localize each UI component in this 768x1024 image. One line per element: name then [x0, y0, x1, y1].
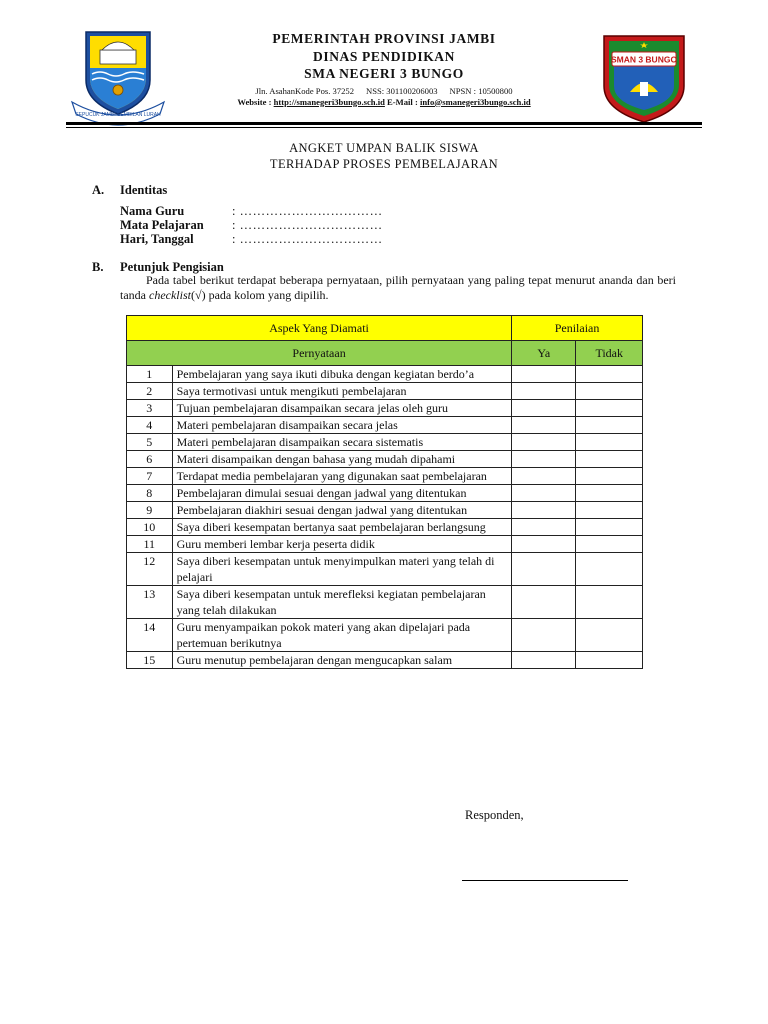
field-label: Hari, Tanggal: [120, 232, 194, 246]
answer-no-cell[interactable]: [576, 553, 643, 586]
answer-yes-cell[interactable]: [512, 400, 576, 417]
table-row: [127, 434, 643, 451]
emblem-motto: SEPUCUK JAMBI SEMBILAN LURAH: [75, 112, 161, 118]
row-number: 6: [127, 451, 173, 468]
questionnaire-table: [126, 315, 643, 669]
section-b-letter: B.: [92, 260, 104, 274]
row-number: 5: [127, 434, 173, 451]
section-b-heading: Petunjuk Pengisian: [120, 260, 224, 274]
answer-yes-cell[interactable]: [512, 417, 576, 434]
answer-no-cell[interactable]: [576, 383, 643, 400]
row-statement: Pembelajaran diakhiri sesuai dengan jadwal yang ditentukan: [172, 502, 512, 519]
answer-yes-cell[interactable]: [512, 619, 576, 652]
table-row: [127, 586, 643, 619]
header-no: Tidak: [576, 341, 643, 366]
instruction-part: Pada tabel berikut terdapat beberapa pernyataan, pilih pernyataan yang paling tepat menurut ananda dan beri tanda: [120, 273, 676, 302]
document-subtitle: TERHADAP PROSES PEMBELAJARAN: [269, 157, 499, 171]
header-aspect: Aspek Yang Diamati: [127, 316, 512, 341]
answer-yes-cell[interactable]: [512, 502, 576, 519]
respondent-label: Responden,: [465, 808, 524, 822]
section-a-heading: Identitas: [120, 183, 168, 197]
website-label: Website :: [237, 96, 274, 107]
instruction-italic: checklist: [149, 288, 191, 302]
answer-yes-cell[interactable]: [512, 383, 576, 400]
row-number: 9: [127, 502, 173, 519]
table-row: [127, 553, 643, 586]
header-statement: Pernyataan: [127, 341, 512, 366]
row-statement: Pembelajaran yang saya ikuti dibuka dengan kegiatan berdo’a: [172, 366, 512, 383]
signature-line[interactable]: [462, 880, 628, 881]
document-title: ANGKET UMPAN BALIK SISWA: [289, 141, 479, 155]
website-link[interactable]: http://smanegeri3bungo.sch.id: [273, 96, 385, 107]
row-number: 13: [127, 586, 173, 619]
email-link[interactable]: info@smanegeri3bungo.sch.id: [419, 96, 531, 107]
header-yes: Ya: [512, 341, 576, 366]
answer-yes-cell[interactable]: [512, 366, 576, 383]
field-blank[interactable]: : ……………………………: [232, 232, 383, 246]
row-statement: Saya diberi kesempatan bertanya saat pembelajaran berlangsung: [172, 519, 512, 536]
instruction-text: [120, 273, 676, 303]
address: Jln. AsahanKode Pos. 37252: [255, 85, 354, 96]
answer-yes-cell[interactable]: [512, 434, 576, 451]
row-statement: Guru menyampaikan pokok materi yang akan dipelajari pada pertemuan berikutnya: [172, 619, 512, 652]
npsn-number: NPSN : 10500800: [449, 85, 513, 96]
government-name: PEMERINTAH PROVINSI JAMBI: [272, 31, 496, 46]
table-row: [127, 366, 643, 383]
answer-no-cell[interactable]: [576, 434, 643, 451]
row-statement: Saya diberi kesempatan untuk menyimpulkan materi yang telah di pelajari: [172, 553, 512, 586]
header-rating: Penilaian: [512, 316, 643, 341]
email-label: E-Mail :: [384, 96, 420, 107]
row-number: 10: [127, 519, 173, 536]
row-number: 7: [127, 468, 173, 485]
instruction-part-end: (√) pada kolom yang dipilih.: [190, 288, 329, 302]
answer-yes-cell[interactable]: [512, 652, 576, 669]
row-number: 12: [127, 553, 173, 586]
field-blank[interactable]: : ……………………………: [232, 204, 383, 218]
field-label: Nama Guru: [120, 204, 185, 218]
answer-yes-cell[interactable]: [512, 553, 576, 586]
answer-no-cell[interactable]: [576, 417, 643, 434]
field-blank[interactable]: : ……………………………: [232, 218, 383, 232]
answer-yes-cell[interactable]: [512, 586, 576, 619]
row-statement: Terdapat media pembelajaran yang digunakan saat pembelajaran: [172, 468, 512, 485]
table-row: [127, 519, 643, 536]
identity-field-teacher: [120, 204, 383, 219]
answer-no-cell[interactable]: [576, 519, 643, 536]
answer-no-cell[interactable]: [576, 586, 643, 619]
row-statement: Saya termotivasi untuk mengikuti pembelajaran: [172, 383, 512, 400]
row-statement: Saya diberi kesempatan untuk merefleksi kegiatan pembelajaran yang telah dilakukan: [172, 586, 512, 619]
table-row: [127, 451, 643, 468]
row-number: 3: [127, 400, 173, 417]
table-row: [127, 383, 643, 400]
row-number: 1: [127, 366, 173, 383]
answer-yes-cell[interactable]: [512, 485, 576, 502]
answer-no-cell[interactable]: [576, 485, 643, 502]
answer-no-cell[interactable]: [576, 451, 643, 468]
identity-field-date: [120, 232, 383, 247]
row-number: 2: [127, 383, 173, 400]
letterhead-rule-thick: [66, 122, 702, 125]
answer-no-cell[interactable]: [576, 536, 643, 553]
row-statement: Guru memberi lembar kerja peserta didik: [172, 536, 512, 553]
row-statement: Materi pembelajaran disampaikan secara jelas: [172, 417, 512, 434]
table-row: [127, 502, 643, 519]
row-statement: Materi pembelajaran disampaikan secara sistematis: [172, 434, 512, 451]
answer-no-cell[interactable]: [576, 366, 643, 383]
letterhead: [170, 30, 598, 108]
school-emblem-text: SMAN 3 BUNGO: [610, 54, 678, 65]
agency-name: DINAS PENDIDIKAN: [313, 48, 455, 64]
answer-yes-cell[interactable]: [512, 536, 576, 553]
jambi-province-emblem: [66, 28, 170, 128]
row-number: 11: [127, 536, 173, 553]
table-row: [127, 536, 643, 553]
field-label: Mata Pelajaran: [120, 218, 204, 232]
identity-field-subject: [120, 218, 383, 233]
answer-yes-cell[interactable]: [512, 451, 576, 468]
answer-no-cell[interactable]: [576, 400, 643, 417]
row-statement: Pembelajaran dimulai sesuai dengan jadwal yang ditentukan: [172, 485, 512, 502]
table-row: [127, 652, 643, 669]
answer-no-cell[interactable]: [576, 502, 643, 519]
row-statement: Guru menutup pembelajaran dengan mengucapkan salam: [172, 652, 512, 669]
school-emblem: [600, 30, 688, 124]
row-number: 15: [127, 652, 173, 669]
table-row: [127, 417, 643, 434]
answer-no-cell[interactable]: [576, 468, 643, 485]
table-row: [127, 485, 643, 502]
contact-line: [170, 97, 598, 108]
row-number: 8: [127, 485, 173, 502]
questionnaire-body: [127, 366, 643, 669]
row-statement: Tujuan pembelajaran disampaikan secara jelas oleh guru: [172, 400, 512, 417]
section-a-letter: A.: [92, 183, 105, 197]
row-number: 14: [127, 619, 173, 652]
letterhead-rule-thin: [66, 127, 702, 128]
answer-no-cell[interactable]: [576, 619, 643, 652]
address-line: [170, 86, 598, 97]
table-row: [127, 400, 643, 417]
row-statement: Materi disampaikan dengan bahasa yang mudah dipahami: [172, 451, 512, 468]
table-row: [127, 468, 643, 485]
table-row: [127, 619, 643, 652]
answer-no-cell[interactable]: [576, 652, 643, 669]
row-number: 4: [127, 417, 173, 434]
answer-yes-cell[interactable]: [512, 519, 576, 536]
school-name: SMA NEGERI 3 BUNGO: [304, 66, 464, 81]
nss-number: NSS: 301100206003: [366, 85, 438, 96]
answer-yes-cell[interactable]: [512, 468, 576, 485]
